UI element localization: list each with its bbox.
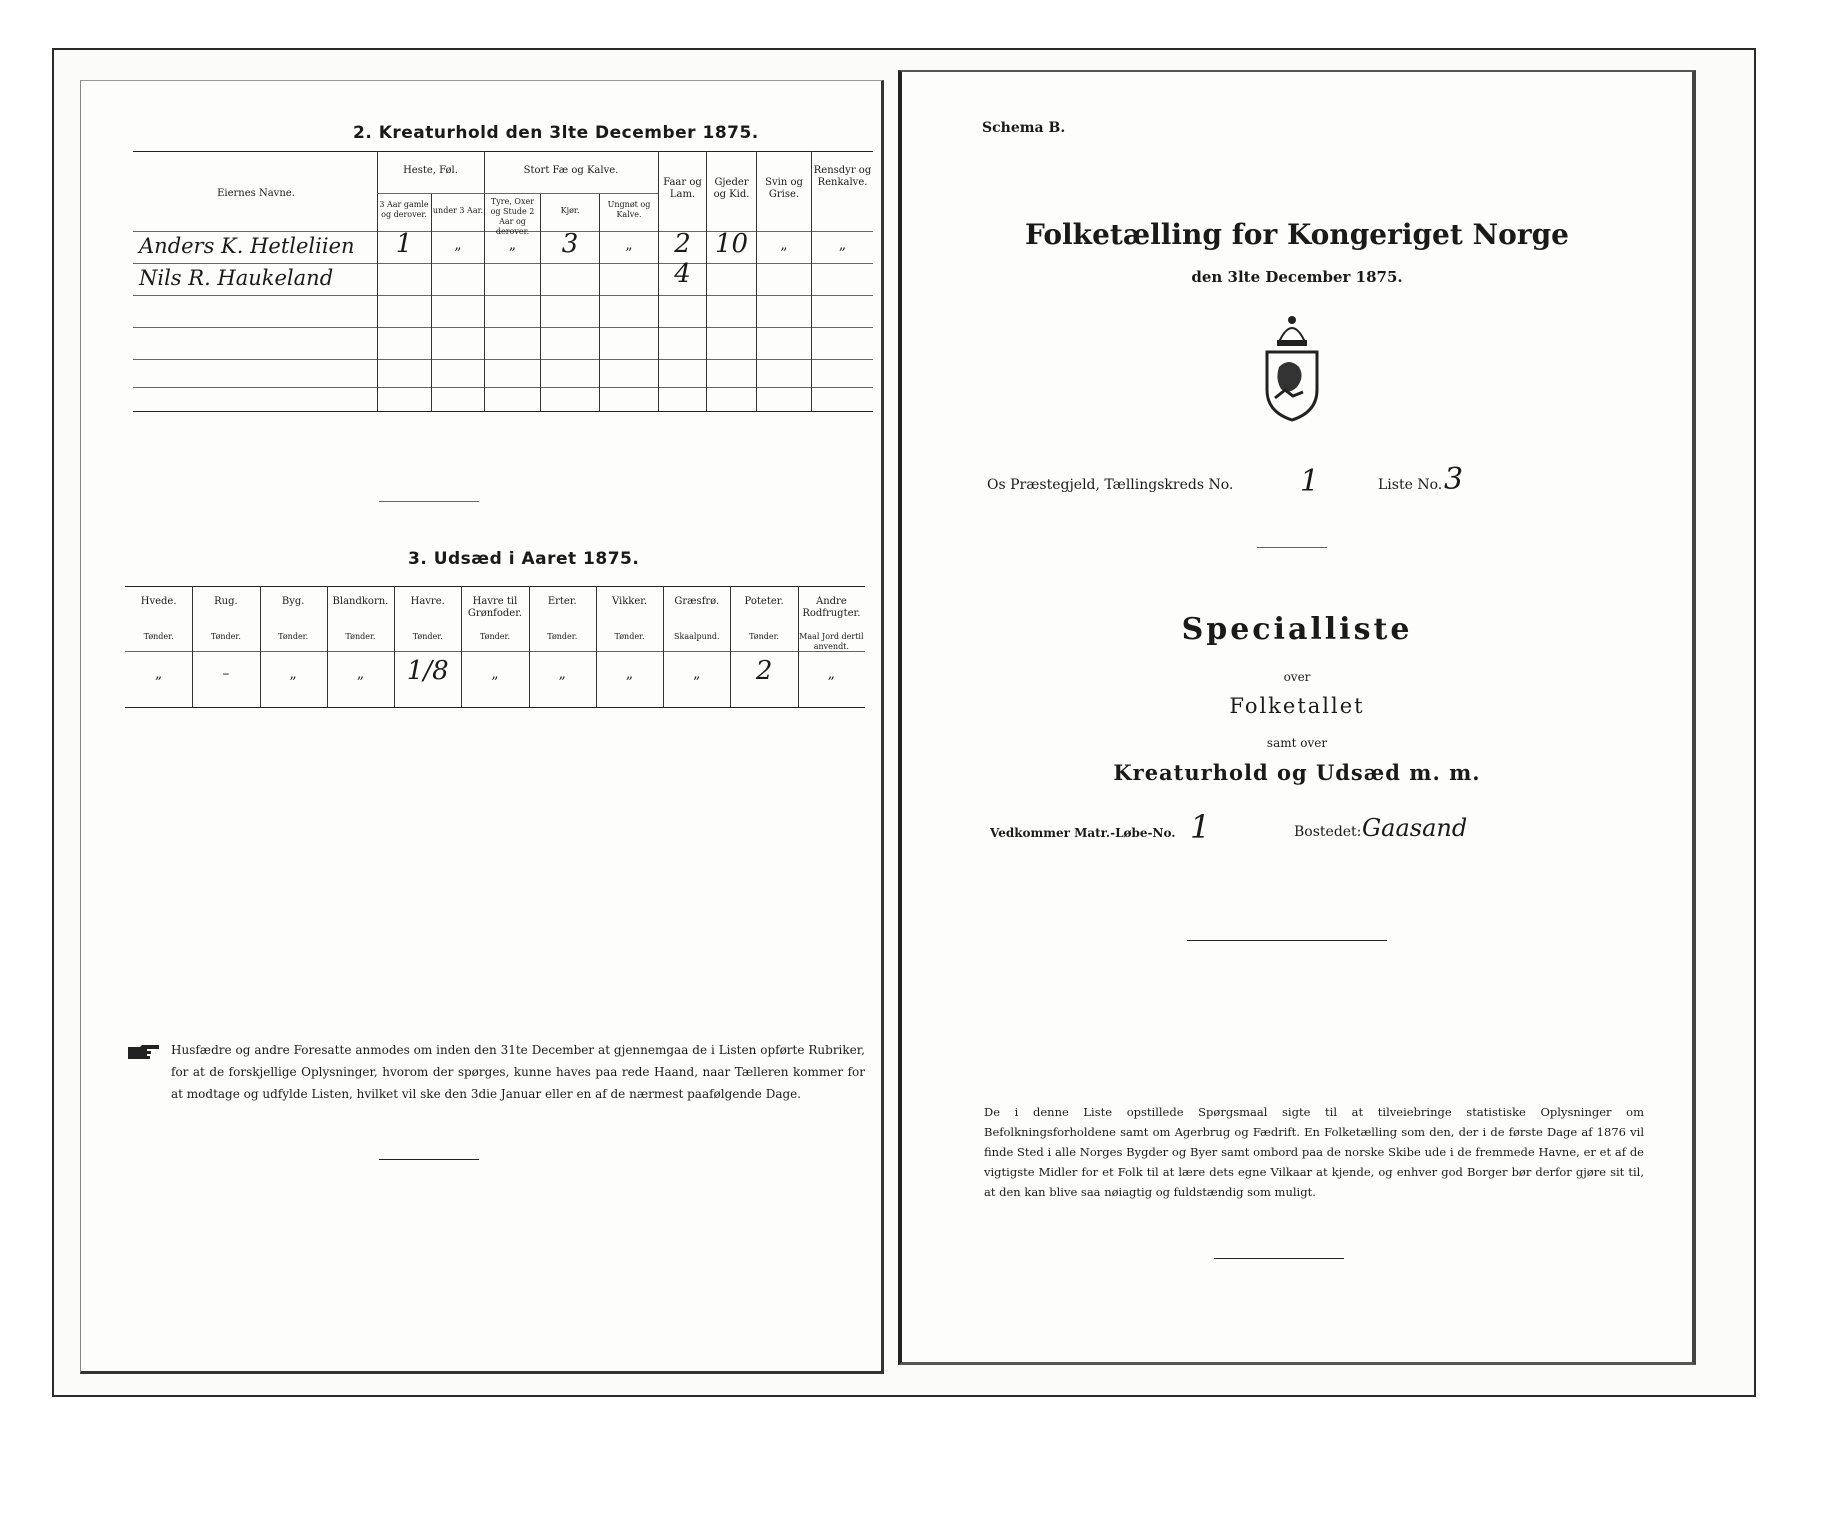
sowing-value: „: [289, 666, 297, 682]
liste-number: 3: [1444, 462, 1464, 497]
sowing-col-header: Andre Rodfrugter.: [802, 596, 861, 619]
sowing-value: „: [356, 666, 365, 682]
sowing-col-unit: Tønder.: [749, 632, 780, 641]
sowing-value: „: [693, 666, 701, 682]
col-owner-names: Eiernes Navne.: [217, 188, 295, 199]
right-notice: De i denne Liste opstillede Spørgsmaal sigte til at tilveiebringe statistiske Oplysninger om Befolkningsforholdene samt om Agerbrug og Fædrift. En Folketælling som den, der i de første Dage af 1876 vil finde Sted i alle Norges Bygder og Byer samt ombord paa de norske Skibe ude i de fremmede Havne, er et af de vigtigste Midler for et Folk til at lære dets egne Vilkaar at kjende, og enhver god Borger bør derfor gjøre sit til, at den kan blive saa nøiagtig og fuldstændig som muligt.: [984, 1105, 1644, 1199]
cell-heste-a: 1: [395, 229, 413, 259]
sowing-col-header: Vikker.: [611, 596, 648, 607]
col-stort: Stort Fæ og Kalve.: [523, 165, 619, 176]
cell-rensdyr: „: [838, 237, 847, 253]
liste-label: Liste No.: [1378, 477, 1443, 493]
sowing-col-unit: Tønder.: [143, 632, 174, 641]
sowing-col-header: Hvede.: [140, 596, 177, 607]
sowing-col-unit: Tønder.: [345, 632, 376, 641]
sowing-col-unit: Tønder.: [614, 632, 645, 641]
owner-name: Nils R. Haukeland: [139, 266, 334, 290]
sowing-col-unit: Tønder.: [547, 632, 578, 641]
folketallet-text: Folketallet: [1229, 694, 1365, 718]
col-stort-b: Kjør.: [560, 206, 580, 215]
special-title: Specialliste: [1181, 612, 1413, 647]
col-heste-a: 3 Aar gamle og derover.: [379, 200, 429, 219]
sowing-col-unit: Tønder.: [278, 632, 309, 641]
cell-stort-b: 3: [561, 229, 579, 259]
sowing-col-header: Rug.: [214, 596, 238, 607]
cell-svin: „: [780, 237, 788, 253]
matr-number: 1: [1190, 808, 1211, 846]
right-page: [898, 70, 1696, 1365]
col-gjeder: Gjeder og Kid.: [713, 177, 750, 200]
sowing-value: 2: [755, 656, 773, 686]
sowing-col-header: Græsfrø.: [674, 596, 720, 607]
cell-gjeder: 10: [714, 229, 749, 259]
sowing-col-unit: Tønder.: [412, 632, 443, 641]
kreaturhold-text: Kreaturhold og Udsæd m. m.: [1113, 760, 1481, 785]
schema-label: Schema B.: [982, 120, 1066, 136]
col-svin: Svin og Grise.: [765, 177, 803, 200]
cell-faar: 4: [674, 259, 691, 289]
col-stort-a: Tyre, Oxer og Stude 2 Aar og derover.: [490, 197, 535, 236]
sowing-col-unit: Skaalpund.: [674, 632, 720, 641]
sowing-col-unit: Tønder.: [210, 632, 241, 641]
col-faar: Faar og Lam.: [663, 177, 702, 200]
section-2-title: 2. Kreaturhold den 3lte December 1875.: [353, 123, 759, 143]
left-notice: Husfædre og andre Foresatte anmodes om inden den 31te December at gjennemgaa de i Listen opførte Rubriker, for at de forskjellige Oplysninger, hvorom der spørges, kunne haves paa rede Haand, naar Tælleren kommer for at modtage og udfylde Listen, hvilket vil ske den 3die Januar eller en af de nærmest paafølgende Dage.: [171, 1043, 865, 1101]
coat-of-arms-icon: [1257, 312, 1327, 422]
left-page: [80, 80, 884, 1374]
cell-faar: 2: [674, 229, 691, 259]
section-3-title: 3. Udsæd i Aaret 1875.: [408, 549, 640, 569]
col-heste-b: under 3 Aar.: [432, 206, 484, 215]
col-heste: Heste, Føl.: [403, 165, 458, 176]
pointing-hand-icon: [127, 1044, 161, 1060]
over-text: over: [1283, 670, 1311, 684]
sowing-value: 1/8: [406, 656, 449, 686]
sowing-value: „: [827, 666, 835, 682]
bosted-value: Gaasand: [1362, 814, 1468, 842]
sowing-col-header: Byg.: [281, 596, 305, 607]
sowing-col-header: Blandkorn.: [332, 596, 389, 607]
matr-label: Vedkommer Matr.-Løbe-No.: [990, 826, 1176, 840]
parish-number: 1: [1300, 464, 1320, 499]
sowing-value: –: [222, 666, 230, 682]
sowing-col-header: Erter.: [547, 596, 577, 607]
census-date: den 3lte December 1875.: [1191, 268, 1403, 286]
census-title: Folketælling for Kongeriget Norge: [1025, 218, 1569, 251]
sowing-value: „: [491, 666, 499, 682]
parish-label: Os Præstegjeld, Tællingskreds No.: [987, 477, 1234, 493]
samt-over-text: samt over: [1266, 736, 1328, 750]
cell-stort-a: „: [508, 237, 517, 253]
sowing-col-header: Havre.: [410, 596, 445, 607]
col-rensdyr: Rensdyr og Renkalve.: [813, 165, 872, 188]
cell-heste-b: „: [454, 237, 462, 253]
sowing-col-header: Poteter.: [744, 596, 784, 607]
col-stort-c: Ungnøt og Kalve.: [607, 200, 651, 219]
sowing-col-unit: Maal Jord dertil anvendt.: [799, 632, 864, 651]
owner-name: Anders K. Hetleliien: [139, 234, 355, 258]
sowing-value: „: [155, 666, 163, 682]
cell-stort-c: „: [625, 237, 633, 253]
sowing-col-unit: Tønder.: [479, 632, 510, 641]
sowing-value: „: [625, 666, 634, 682]
sowing-col-header: Havre til Grønfoder.: [467, 596, 523, 619]
bosted-label: Bostedet:: [1294, 824, 1362, 840]
sowing-value: „: [558, 666, 566, 682]
